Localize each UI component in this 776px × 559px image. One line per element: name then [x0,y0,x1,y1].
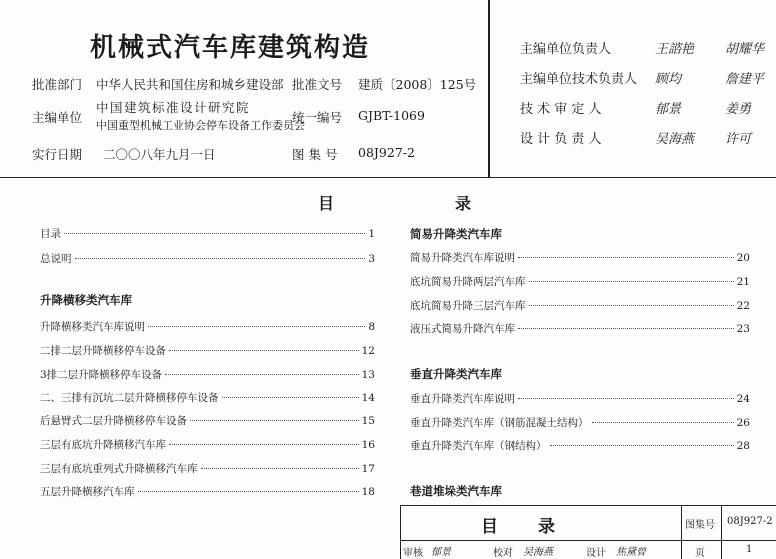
signature: 胡耀华 [725,42,765,57]
toc-entry[interactable] [40,390,375,405]
responsible-row [520,98,752,117]
approval-doc: 建质〔2008〕125号 [358,77,477,92]
leader-dots [169,444,359,445]
toc-entry-title: 3排二层升降横移停车设备 [40,369,163,381]
responsible-row [520,128,752,147]
toc-entry[interactable] [40,413,375,428]
title-block-title: 目录 [481,517,595,537]
responsible-persons-panel [490,0,776,178]
toc-entry-title: 简易升降类汽车库说明 [410,252,515,264]
toc-entry-page: 13 [361,369,375,381]
toc-entry[interactable] [40,367,375,382]
signature: 许可 [725,132,752,147]
signature: 王諮艳 [655,42,695,57]
cell-divider [721,506,722,559]
leader-dots [201,468,359,469]
impl-date-label: 实行日期 [32,147,83,162]
toc-entry-title: 总说明 [40,253,72,265]
toc-entry-page: 17 [361,463,375,475]
unified-no: GJBT-1069 [358,108,425,123]
toc-entry-page: 28 [736,440,750,452]
toc-entry-page: 22 [736,300,750,312]
toc-entry-title: 三层有底坑升降横移汽车库 [40,439,166,451]
toc-entry-page: 14 [361,392,375,404]
toc-entry-page: 12 [361,345,375,357]
section-heading: 升降横移类汽车库 [40,293,132,307]
toc-entry-title: 垂直升降类汽车库（钢结构） [410,440,547,452]
editor-unit-label: 主编单位 [32,110,83,125]
signature: 郁景 [431,547,451,558]
editor-unit-1: 中国建筑标准设计研究院 [96,100,251,115]
toc-entry-title: 后悬臂式二层升降横移停车设备 [40,415,187,427]
leader-dots [518,328,734,329]
page-label: 页 [695,548,705,559]
toc-entry[interactable] [40,251,375,266]
toc-entry-page: 24 [736,393,750,405]
leader-dots [518,257,734,258]
signature: 顾均 [655,72,682,87]
signature: 姜勇 [725,102,752,117]
toc-entry-title: 垂直升降类汽车库（钢筋混凝土结构） [410,417,589,429]
signature: 郁景 [655,102,682,117]
row-divider [401,540,776,541]
toc-entry[interactable] [410,274,750,289]
signature: 吴海燕 [523,547,553,558]
toc-entry[interactable] [40,437,375,452]
design-label: 设计 [586,548,606,559]
toc-entry-page: 15 [361,415,375,427]
toc-entry[interactable] [410,321,750,336]
toc-entry-title: 三层有底坑重列式升降横移汽车库 [40,463,198,475]
section-heading: 垂直升降类汽车库 [410,367,502,381]
toc-entry[interactable] [40,226,375,241]
responsible-row [520,38,765,57]
toc-entry-page: 1 [368,228,375,240]
toc-entry[interactable] [410,415,750,430]
section-heading: 巷道堆垛类汽车库 [410,484,502,498]
toc-entry[interactable] [410,250,750,265]
toc-entry-title: 二、三排有沉坑二层升降横移停车设备 [40,392,219,404]
leader-dots [190,420,359,421]
atlas-no-label: 图 集 号 [292,147,338,162]
toc-entry[interactable] [40,343,375,358]
approval-dept-label: 批准部门 [32,77,83,92]
header-info-panel [0,0,488,178]
toc-entry-page: 21 [736,276,750,288]
leader-dots [165,374,358,375]
toc-heading-right: 录 [455,194,472,213]
toc-entry-title: 垂直升降类汽车库说明 [410,393,515,405]
toc-entry[interactable] [40,461,375,476]
toc-entry[interactable] [40,319,375,334]
atlas-no: 08J927-2 [358,145,415,160]
unified-no-label: 统一编号 [292,110,343,125]
editor-unit-2: 中国重型机械工业协会停车设备工作委员会 [96,119,305,132]
check-label: 校对 [493,548,513,559]
toc-entry-title: 二排二层升降横移停车设备 [40,345,166,357]
toc-entry-title: 升降横移类汽车库说明 [40,321,145,333]
atlas-label: 图集号 [685,520,715,531]
responsible-role: 技 术 审 定 人 [520,102,602,117]
toc-entry-page: 16 [361,439,375,451]
leader-dots [75,258,366,259]
toc-entry[interactable] [410,298,750,313]
toc-entry-title: 底坑简易升降两层汽车库 [410,276,526,288]
toc-entry-page: 8 [368,321,375,333]
toc-heading-left: 目 [318,194,335,213]
approval-dept: 中华人民共和国住房和城乡建设部 [96,77,284,92]
leader-dots [138,491,359,492]
cell-divider [681,506,682,559]
signature: 吴海燕 [655,132,695,147]
leader-dots [64,233,365,234]
responsible-role: 主编单位负责人 [520,42,612,57]
toc-entry-title: 底坑简易升降三层汽车库 [410,300,526,312]
toc-entry-page: 18 [361,486,375,498]
atlas-title: 机械式汽车库建筑构造 [90,33,371,63]
leader-dots [148,326,365,327]
page-value: 1 [746,544,753,555]
responsible-role: 设 计 负 责 人 [520,132,602,147]
leader-dots [529,281,734,282]
review-label: 审核 [403,548,423,559]
leader-dots [529,305,734,306]
responsible-row [520,68,765,87]
approval-doc-label: 批准文号 [292,77,343,92]
toc-entry[interactable] [410,391,750,406]
toc-entry-title: 液压式简易升降汽车库 [410,323,515,335]
toc-entry-title: 目录 [40,228,61,240]
toc-entry-page: 3 [368,253,375,265]
toc-entry-page: 20 [736,252,750,264]
leader-dots [518,398,734,399]
responsible-role: 主编单位技术负责人 [520,72,638,87]
toc-entry[interactable] [40,484,375,499]
signature: 詹建平 [725,72,765,87]
toc-entry[interactable] [410,438,750,453]
toc-entry-page: 23 [736,323,750,335]
impl-date: 二〇〇八年九月一日 [103,147,216,162]
toc-entry-title: 五层升降横移汽车库 [40,486,135,498]
leader-dots [222,397,359,398]
signature: 焦黛曾 [616,547,646,558]
leader-dots [550,445,734,446]
leader-dots [592,422,734,423]
atlas-value: 08J927-2 [727,516,773,527]
toc-entry-page: 26 [736,417,750,429]
title-block [400,505,776,559]
leader-dots [169,350,359,351]
section-heading: 简易升降类汽车库 [410,227,502,241]
